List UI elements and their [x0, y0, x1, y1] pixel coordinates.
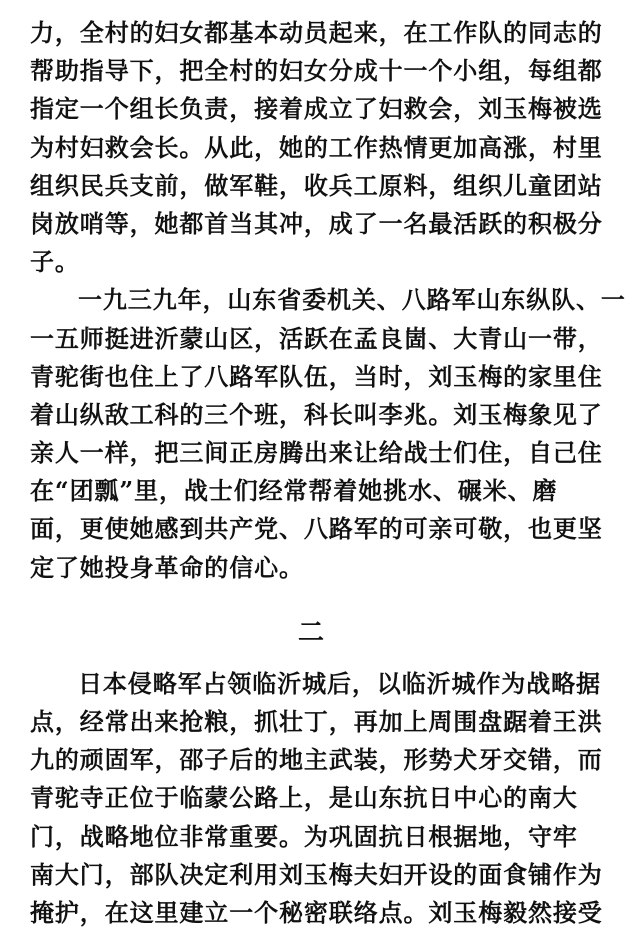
text-line: 门，战略地位非常重要。为巩固抗日根据地，守牢: [30, 821, 578, 851]
paragraph-1: [30, 14, 620, 281]
text-line: 掩护，在这里建立一个秘密联络点。刘玉梅毅然接受: [30, 897, 603, 927]
text-line: 点，经常出来抢粮，抓壮丁，再加上周围盘踞着王洪: [30, 707, 603, 736]
text-line: 南大门，部队决定利用刘玉梅夫妇开设的面食铺作为: [30, 859, 603, 889]
text-line: 组织民兵支前，做军鞋，收兵工原料，组织儿童团站: [30, 170, 603, 200]
text-line: 青驼街也住上了八路军队伍，当时，刘玉梅的家里住: [30, 361, 603, 391]
text-line: 力，全村的妇女都基本动员起来，在工作队的同志的: [30, 18, 603, 47]
text-line: 子。: [30, 247, 80, 277]
section-heading: 二: [297, 617, 324, 648]
text-line: 指定一个组长负责，接着成立了妇救会，刘玉梅被选: [30, 94, 603, 124]
text-line: 为村妇救会长。从此，她的工作热情更加高涨，村里: [30, 132, 603, 162]
text-line: 岗放哨等，她都首当其冲，成了一名最活跃的积极分: [30, 208, 603, 238]
text-line: 一五师挺进沂蒙山区，活跃在孟良崮、大青山一带，: [30, 323, 603, 353]
text-line: 日本侵略军占领临沂城后，以临沂城作为战略据: [78, 668, 601, 698]
text-line: 亲人一样，把三间正房腾出来让给战士们住，自己住: [30, 438, 603, 468]
text-line: 一九三九年，山东省委机关、八路军山东纵队、一: [78, 285, 626, 315]
paragraph-2: [30, 281, 626, 587]
text-line: 着山纵敌工科的三个班，科长叫李兆。刘玉梅象见了: [30, 399, 603, 429]
text-line: 帮助指导下，把全村的妇女分成十一个小组，每组都: [30, 56, 603, 86]
text-line: 九的顽固军，邵子后的地主武装，形势犬牙交错，而: [30, 745, 603, 775]
text-line: 面，更使她感到共产党、八路军的可亲可敬，也更坚: [30, 514, 603, 544]
text-line: 在“团瓢”里，战士们经常帮着她挑水、碾米、磨: [30, 476, 558, 506]
text-line: 定了她投身革命的信心。: [30, 552, 304, 582]
text-line: 青驼寺正位于临蒙公路上，是山东抗日中心的南大: [30, 783, 578, 813]
paragraph-3: [30, 665, 620, 932]
